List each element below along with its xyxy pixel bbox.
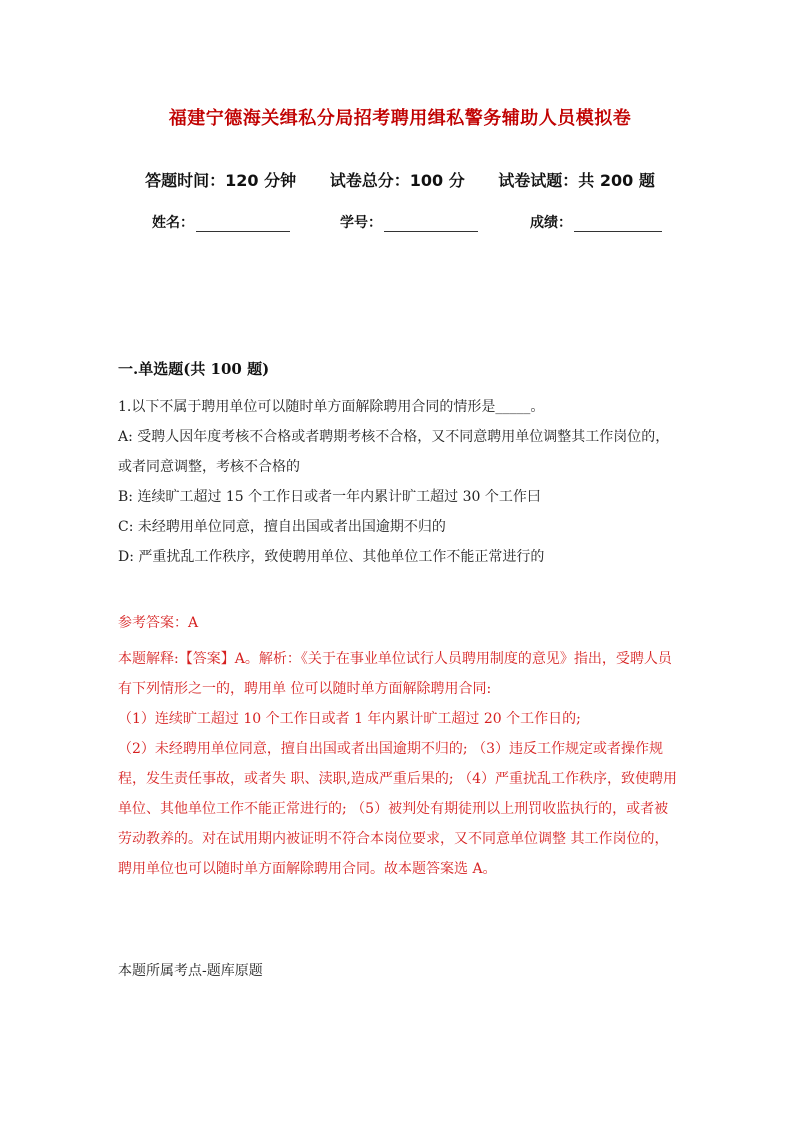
section-heading: 一.单选题(共 100 题) <box>118 360 270 378</box>
answer-explanation <box>118 644 682 884</box>
student-id-label: 学号： <box>340 215 382 231</box>
topic-line: 本题所属考点-题库原题 <box>118 963 263 979</box>
option-b: B: 连续旷工超过 15 个工作日或者一年内累计旷工超过 30 个工作曰 <box>118 489 541 505</box>
explanation-item-1: （1）连续旷工超过 10 个工作日或者 1 年内累计旷工超过 20 个工作日的; <box>118 711 581 727</box>
name-blank <box>196 217 290 232</box>
option-d: D: 严重扰乱工作秩序，致使聘用单位、其他单位工作不能正常进行的 <box>118 549 545 565</box>
student-id-field <box>340 212 478 232</box>
name-field <box>152 212 290 232</box>
exam-info-row <box>0 168 800 191</box>
answer-label: 参考答案：A <box>118 615 199 631</box>
score-blank <box>574 217 662 232</box>
exam-total-score: 试卷总分：100 分 <box>329 171 465 190</box>
score-label: 成绩： <box>530 215 572 231</box>
exam-time: 答题时间：120 分钟 <box>145 171 297 190</box>
document-title: 福建宁德海关缉私分局招考聘用缉私警务辅助人员模拟卷 <box>168 108 632 129</box>
explanation-intro: 本题解释:【答案】A。解析：《关于在事业单位试行人员聘用制度的意见》指出，受聘人员有下列情形之一的，聘用单 位可以随时单方面解除聘用合同: <box>118 651 672 697</box>
question-block <box>118 392 682 572</box>
exam-question-count: 试卷试题：共 200 题 <box>498 171 655 190</box>
option-a: A: 受聘人因年度考核不合格或者聘期考核不合格，又不同意聘用单位调整其工作岗位的， 或者同意调整，考核不合格的 <box>118 429 670 475</box>
name-label: 姓名： <box>152 215 194 231</box>
student-id-blank <box>384 217 478 232</box>
score-field <box>530 212 662 232</box>
option-c: C: 未经聘用单位同意，擅自出国或者出国逾期不归的 <box>118 519 446 535</box>
question-stem: 1.以下不属于聘用单位可以随时单方面解除聘用合同的情形是_____。 <box>118 399 545 415</box>
explanation-items-rest: （2）未经聘用单位同意，擅自出国或者出国逾期不归的; （3）违反工作规定或者操作规程，发生责任事故，或者失 职、渎职,造成严重后果的; （4）严重扰乱工作秩序，致使聘用单位、其他单位工作不能正常进行的; （5）被判处有期徒刑以上刑罚收监执行的，或者被劳动教养的。对在试用期内被证明不符合本岗位要求，又不同意单位调整 其工作岗位的，聘用单位也可以随时单方面解除聘用合同。故本题答案选 A。 <box>118 741 677 877</box>
